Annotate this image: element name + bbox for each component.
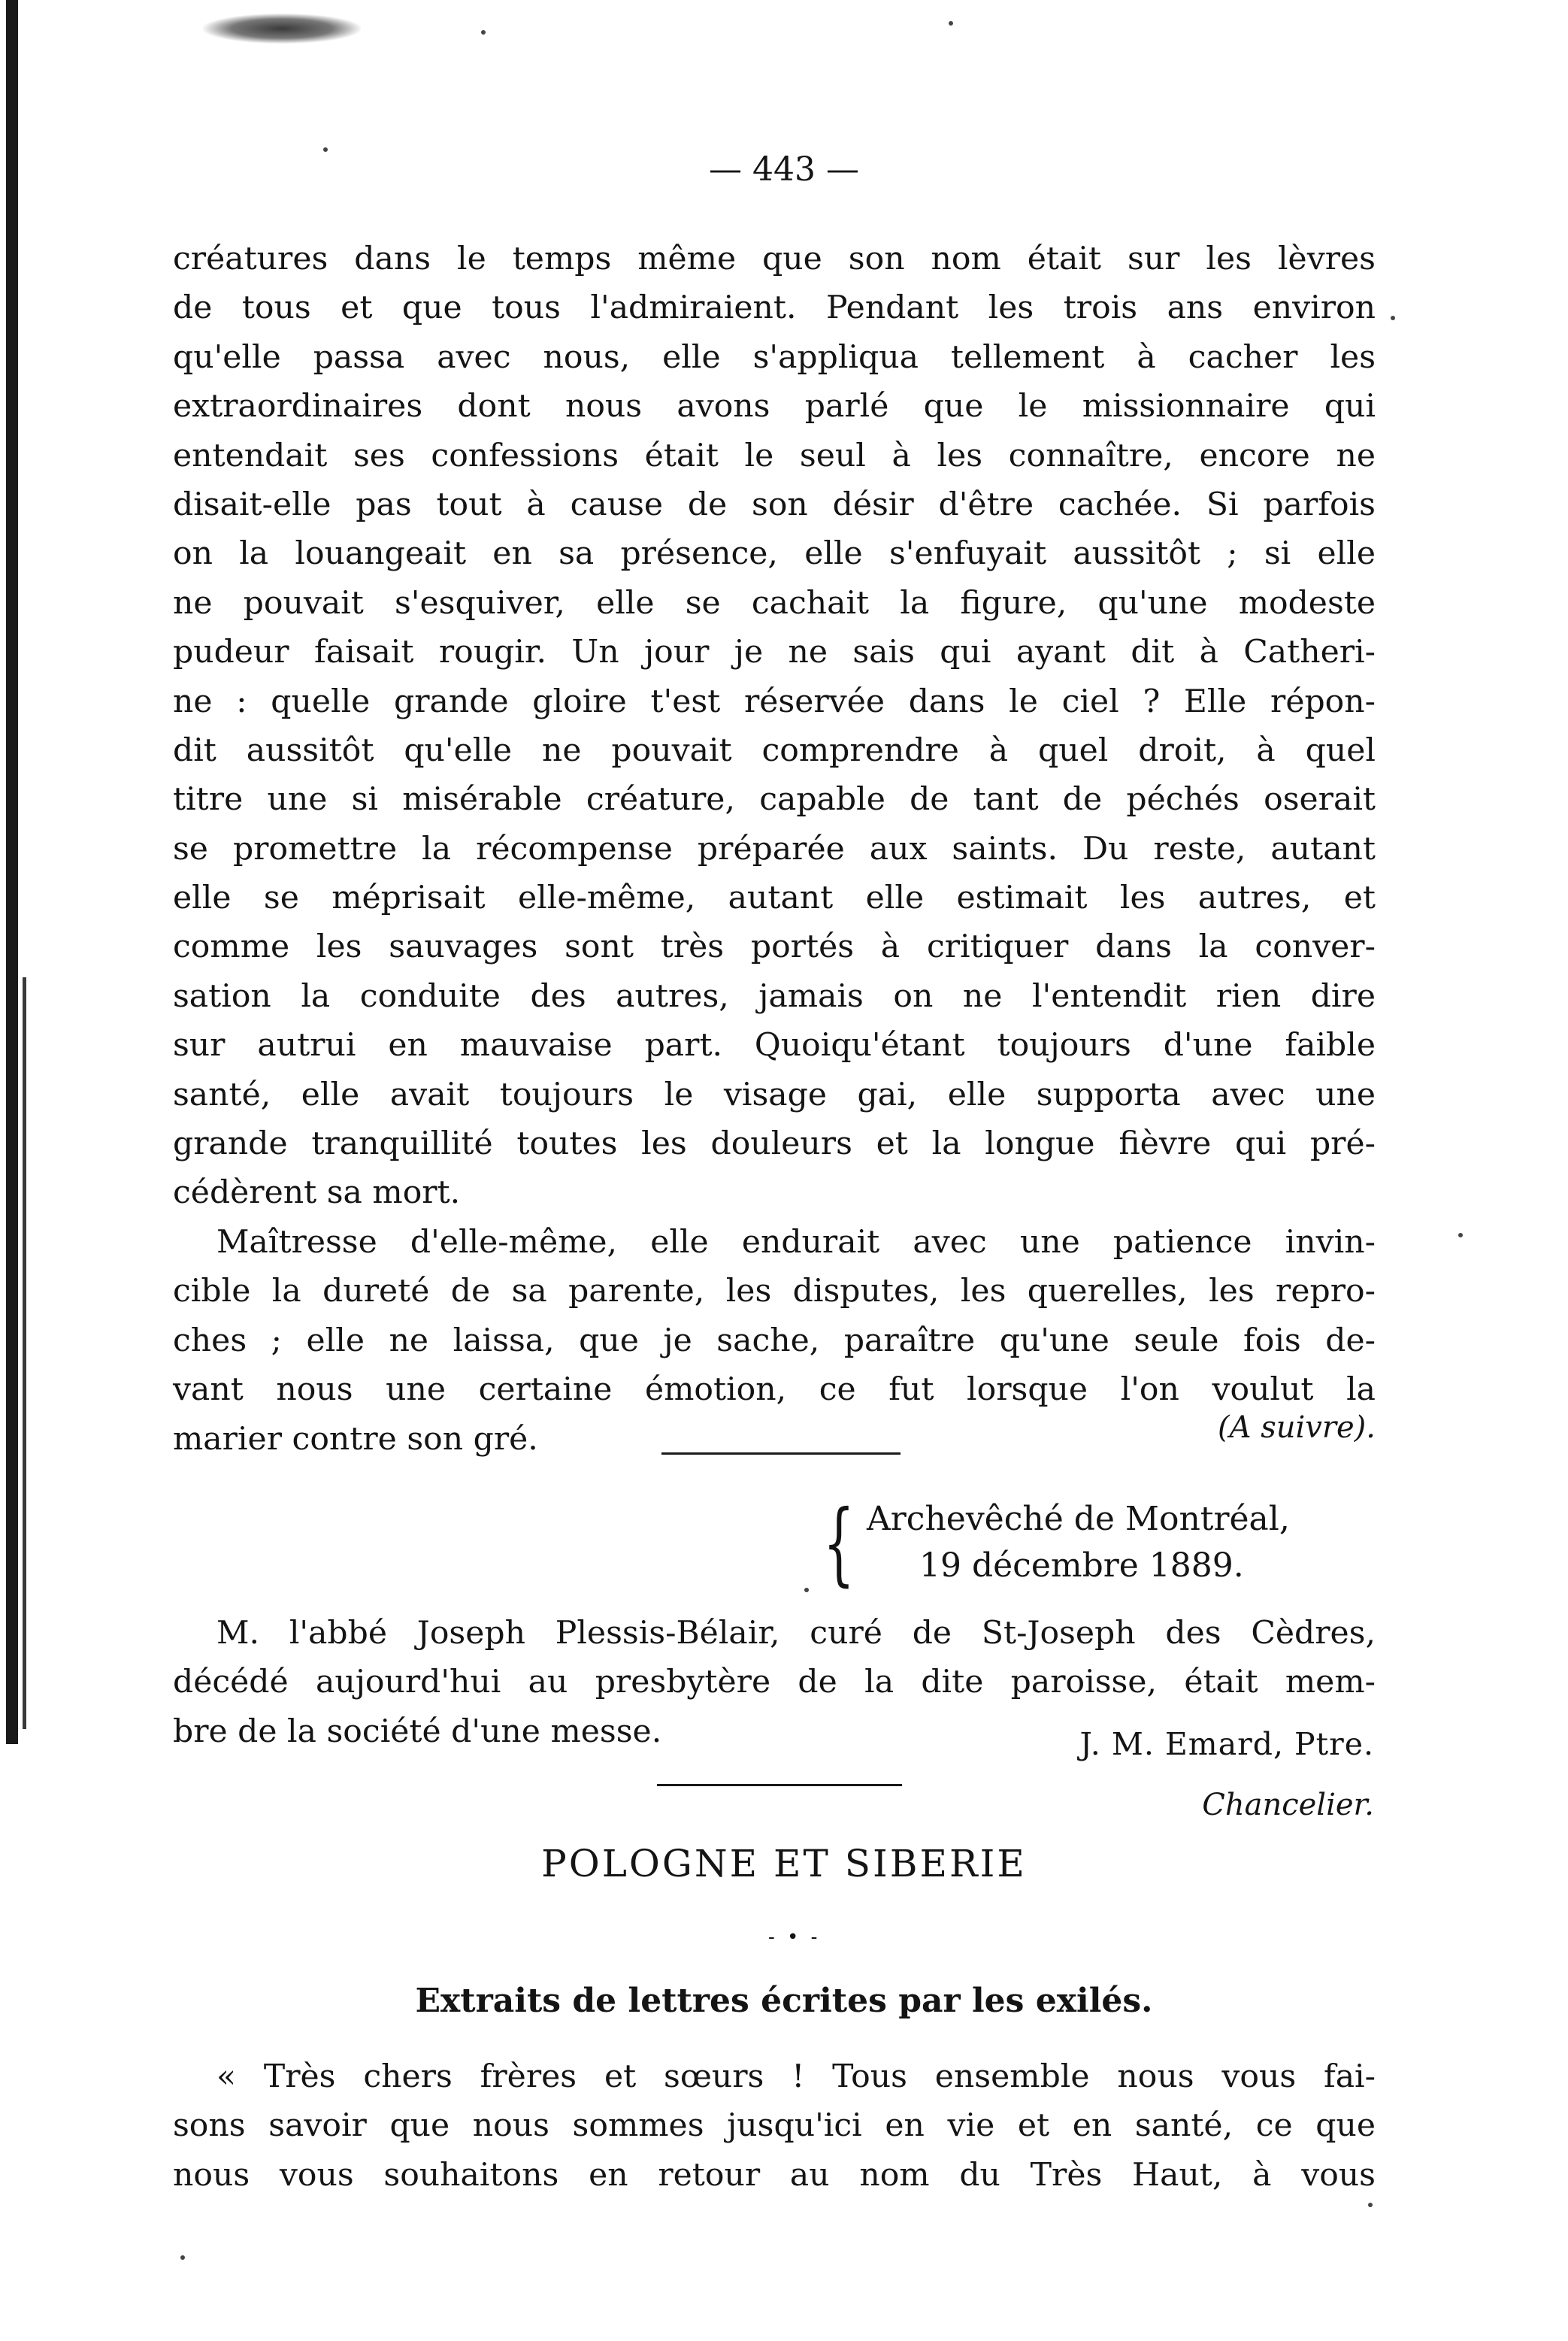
divider-rule bbox=[657, 1784, 902, 1786]
page-number: — 443 — bbox=[709, 150, 859, 189]
speck bbox=[804, 1588, 809, 1592]
brace-glyph: { bbox=[823, 1492, 855, 1596]
speck bbox=[481, 30, 486, 35]
ink-smudge bbox=[203, 14, 361, 44]
dateline bbox=[823, 1492, 1290, 1596]
text-line: extraordinaires dont nous avons parlé que le missionnaire qui bbox=[173, 388, 1376, 425]
to-be-continued: (A suivre). bbox=[1218, 1410, 1376, 1445]
text-line: titre une si misérable créature, capable de tant de péchés oserait bbox=[173, 781, 1376, 819]
text-line: se promettre la récompense préparée aux saints. Du reste, autant bbox=[173, 830, 1376, 868]
speck bbox=[1458, 1233, 1463, 1237]
signature-title: Chancelier. bbox=[1202, 1788, 1374, 1822]
paragraph-1 bbox=[173, 235, 1376, 1218]
text-line: cible la dureté de sa parente, les disputes, les querelles, les repro- bbox=[173, 1273, 1376, 1310]
text-line: Maîtresse d'elle-même, elle endurait avec une patience invin- bbox=[216, 1224, 1376, 1261]
signature-name: J. M. Emard, Ptre. bbox=[1079, 1726, 1374, 1762]
text-line: on la louangeait en sa présence, elle s'enfuyait aussitôt ; si elle bbox=[173, 535, 1376, 573]
text-line: bre de la société d'une messe. bbox=[173, 1713, 662, 1750]
divider-rule bbox=[661, 1452, 901, 1455]
text-line: « Très chers frères et sœurs ! Tous ensemble nous vous fai- bbox=[216, 2058, 1376, 2095]
text-line: sur autrui en mauvaise part. Quoiqu'étant toujours d'une faible bbox=[173, 1027, 1376, 1065]
text-line: nous vous souhaitons en retour au nom du Très Haut, à vous bbox=[173, 2156, 1376, 2194]
text-line: décédé aujourd'hui au presbytère de la dite paroisse, était mem- bbox=[173, 1664, 1376, 1701]
speck bbox=[180, 2255, 185, 2260]
text-line: pudeur faisait rougir. Un jour je ne sais qui ayant dit à Catheri- bbox=[173, 634, 1376, 671]
page-spine-line bbox=[23, 977, 26, 1729]
text-line: vant nous une certaine émotion, ce fut lorsque l'on voulut la bbox=[173, 1371, 1376, 1409]
text-line: marier contre son gré. bbox=[173, 1420, 538, 1458]
text-line: grande tranquillité toutes les douleurs et la longue fièvre qui pré- bbox=[173, 1125, 1376, 1163]
speck bbox=[1368, 2203, 1373, 2207]
text-line: créatures dans le temps même que son nom était sur les lèvres bbox=[173, 241, 1376, 277]
speck bbox=[1391, 316, 1395, 320]
section-title: POLOGNE ET SIBERIE bbox=[541, 1842, 1027, 1885]
text-line: qu'elle passa avec nous, elle s'appliqua tellement à cacher les bbox=[173, 338, 1376, 376]
dateline-date: 19 décembre 1889. bbox=[919, 1546, 1244, 1585]
text-line: sons savoir que nous sommes jusqu'ici en vie et en santé, ce que bbox=[173, 2107, 1376, 2145]
text-line: dit aussitôt qu'elle ne pouvait comprendre à quel droit, à quel bbox=[173, 731, 1376, 769]
page-spine-shadow bbox=[6, 0, 18, 1744]
dateline-place: Archevêché de Montréal, bbox=[867, 1500, 1290, 1538]
text-line: elle se méprisait elle-même, autant elle estimait les autres, et bbox=[173, 880, 1376, 917]
text-line: ches ; elle ne laissa, que je sache, paraître qu'une seule fois de- bbox=[173, 1322, 1376, 1359]
text-line: entendait ses confessions était le seul à les connaître, encore ne bbox=[173, 437, 1376, 474]
text-line: ne : quelle grande gloire t'est réservée dans le ciel ? Elle répon- bbox=[173, 683, 1376, 720]
speck bbox=[949, 21, 953, 26]
text-line: sation la conduite des autres, jamais on ne l'entendit rien dire bbox=[173, 977, 1376, 1015]
text-line: santé, elle avait toujours le visage gai, elle supporta avec une bbox=[173, 1076, 1376, 1113]
section-subtitle: Extraits de lettres écrites par les exilés. bbox=[415, 1982, 1153, 2020]
paragraph-2 bbox=[173, 1218, 1376, 1464]
text-line: disait-elle pas tout à cause de son désir d'être cachée. Si parfois bbox=[173, 486, 1376, 523]
ornament: - • - bbox=[768, 1926, 821, 1949]
text-line: de tous et que tous l'admiraient. Pendant les trois ans environ bbox=[173, 289, 1376, 327]
text-line: comme les sauvages sont très portés à critiquer dans la conver- bbox=[173, 928, 1376, 966]
text-line: M. l'abbé Joseph Plessis-Bélair, curé de St-Joseph des Cèdres, bbox=[216, 1615, 1376, 1652]
paragraph-3 bbox=[173, 2052, 1376, 2200]
text-line: cédèrent sa mort. bbox=[173, 1174, 461, 1212]
text-line: ne pouvait s'esquiver, elle se cachait la figure, qu'une modeste bbox=[173, 584, 1376, 622]
